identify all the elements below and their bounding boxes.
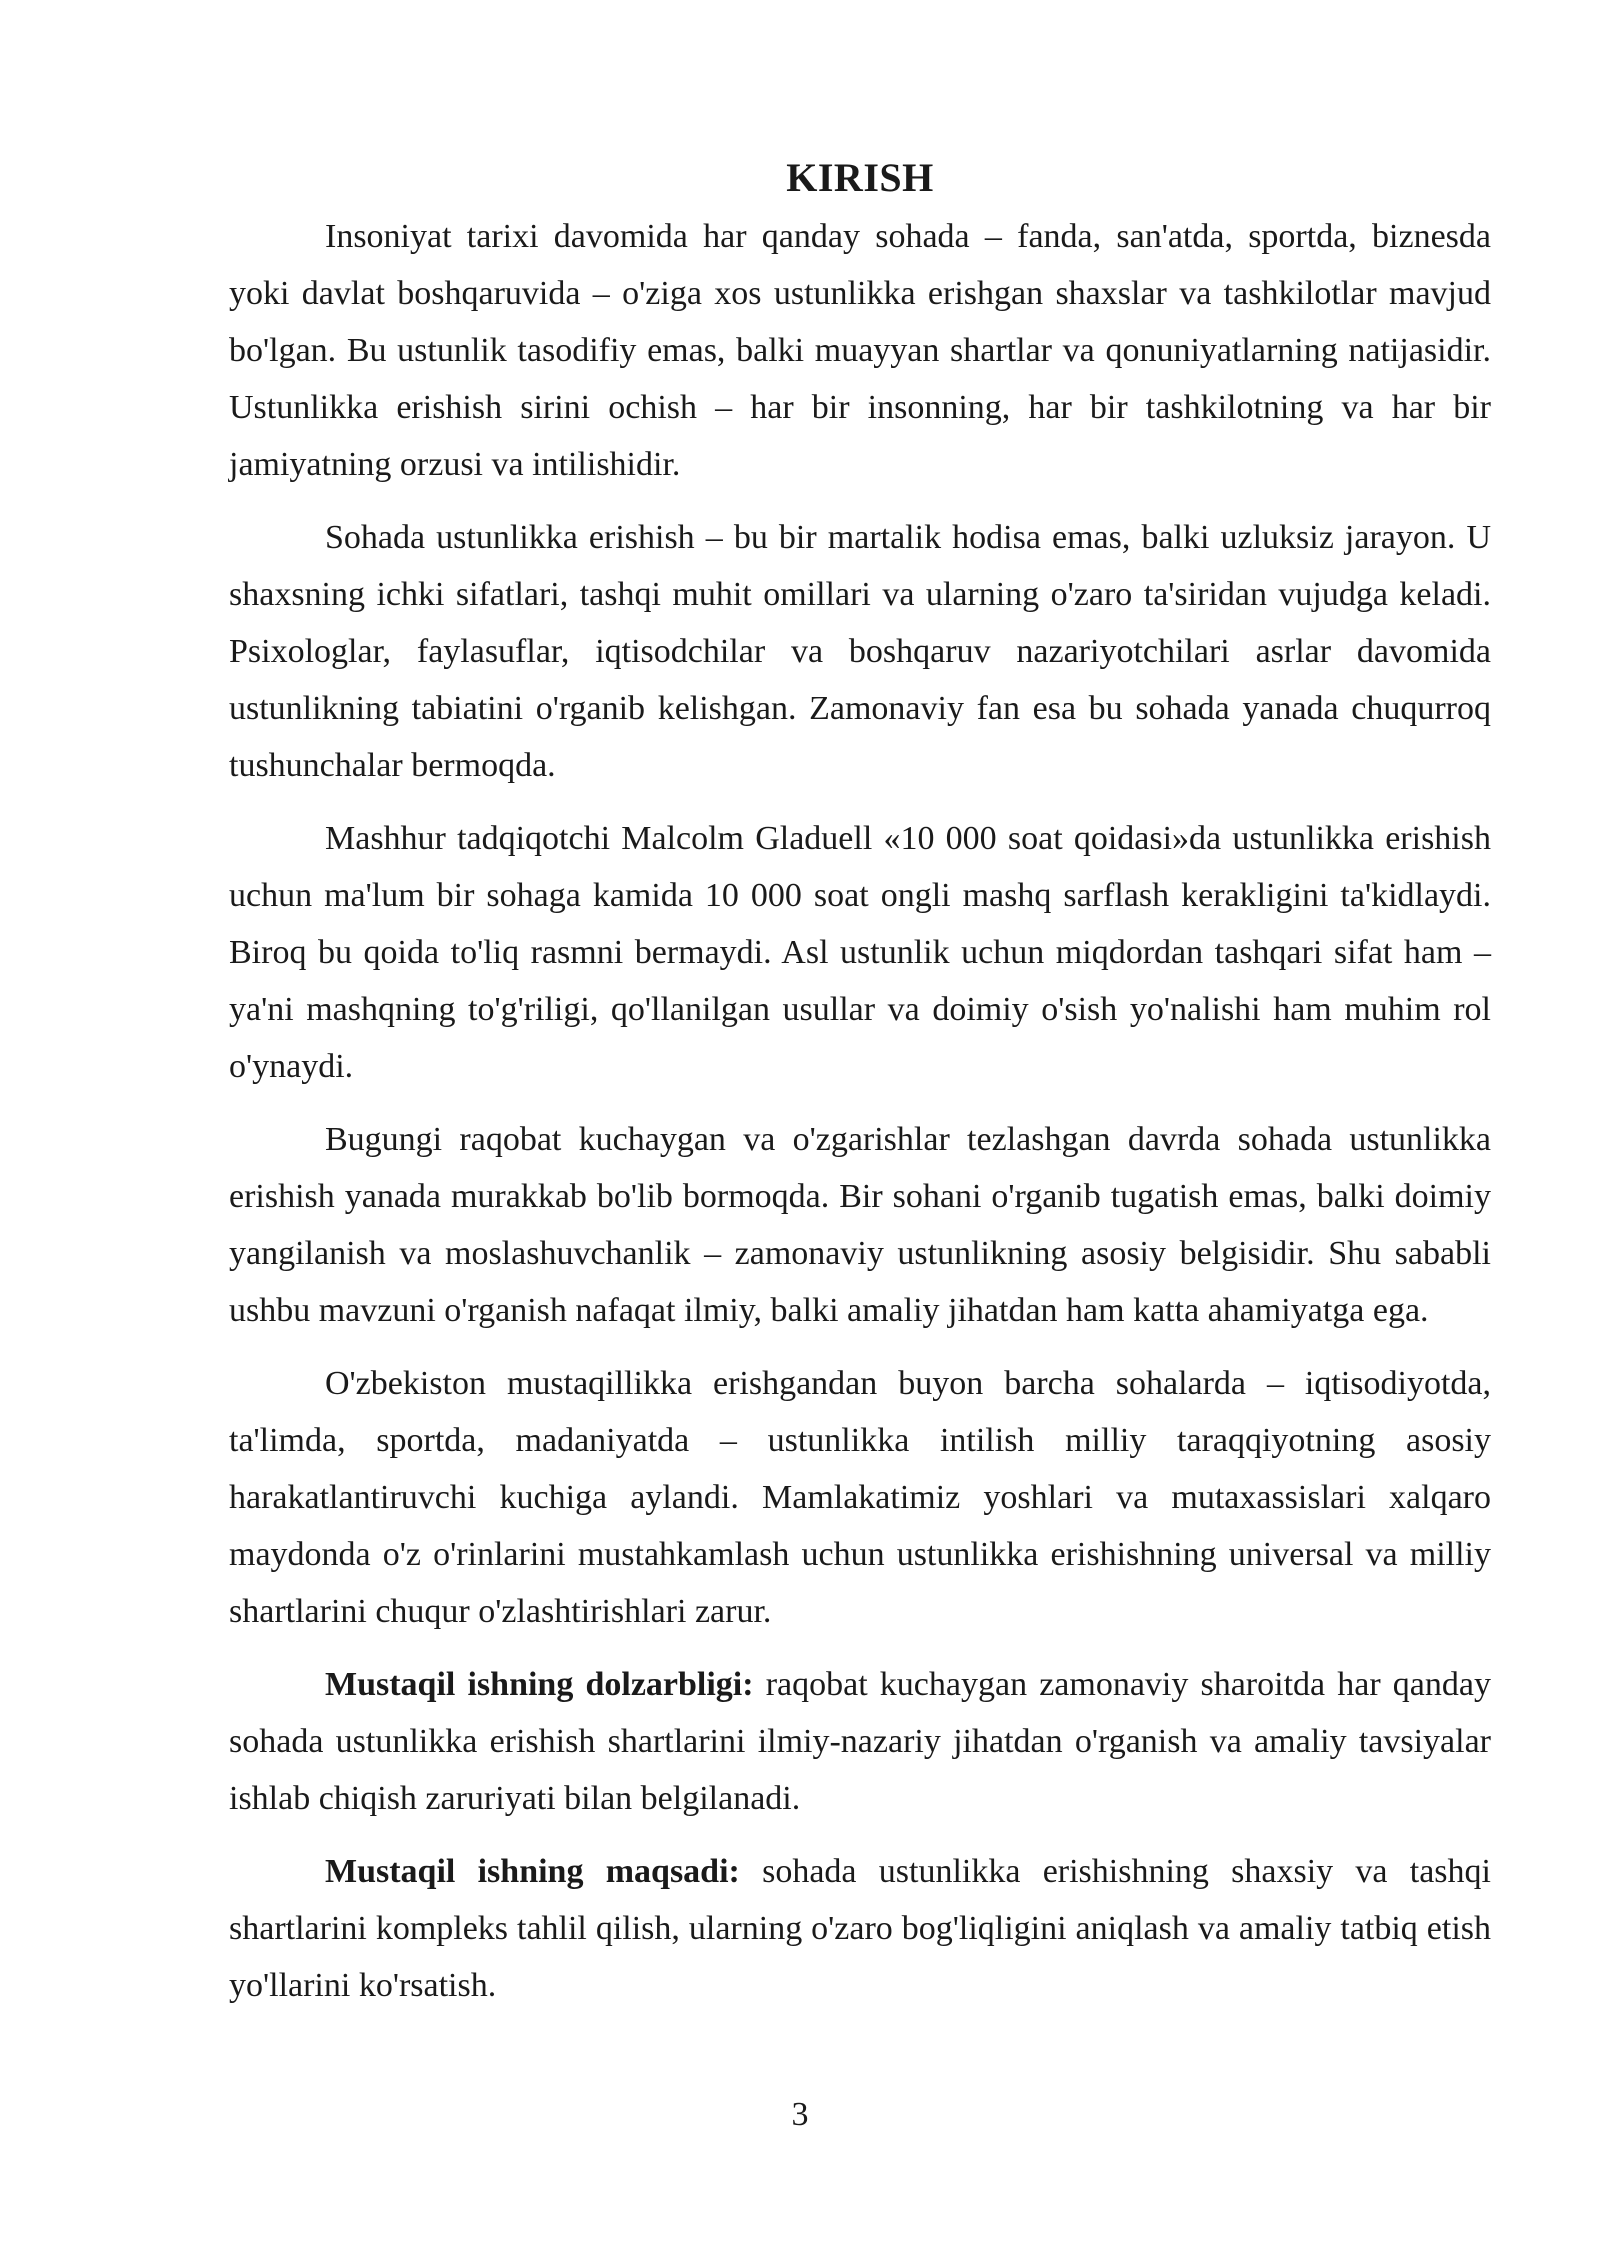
relevance-lead: Mustaqil ishning dolzarbligi:	[325, 1666, 754, 1703]
section-title: KIRISH	[786, 155, 934, 200]
goal-text: sohada ustunlikka erishishning shaxsiy va tashqi shartlarini kompleks tahlil qilish, ularning o'zaro bog'liqligini aniqlash va amaliy tatbiq etish yo'llarini ko'rsatish.	[229, 1853, 1491, 2004]
paragraph-1: Insoniyat tarixi davomida har qanday sohada – fanda, san'atda, sportda, biznesda yoki davlat boshqaruvida – o'ziga xos ustunlikka erishgan shaxslar va tashkilotlar mavjud bo'lgan. Bu ustunlik tasodifiy emas, balki muayyan shartlar va qonuniyatlarning natijasidir. Ustunlikka erishish sirini ochish – har bir insonning, har bir tashkilotning va har bir jamiyatning orzusi va intilishidir.	[229, 218, 1491, 483]
paragraph-relevance	[229, 1656, 1491, 1827]
page-number: 3	[791, 2096, 809, 2133]
document-page	[229, 150, 1491, 2030]
paragraph-4: Bugungi raqobat kuchaygan va o'zgarishlar tezlashgan davrda sohada ustunlikka erishish yanada murakkab bo'lib bormoqda. Bir sohani o'rganib tugatish emas, balki doimiy yangilanish va moslashuvchanlik – zamonaviy ustunlikning asosiy belgisidir. Shu sababli ushbu mavzuni o'rganish nafaqat ilmiy, balki amaliy jihatdan ham katta ahamiyatga ega.	[229, 1121, 1491, 1329]
paragraph-2: Sohada ustunlikka erishish – bu bir martalik hodisa emas, balki uzluksiz jarayon. U shaxsning ichki sifatlari, tashqi muhit omillari va ularning o'zaro ta'siridan vujudga keladi. Psixologlar, faylasuflar, iqtisodchilar va boshqaruv nazariyotchilari asrlar davomida ustunlikning tabiatini o'rganib kelishgan. Zamonaviy fan esa bu sohada yanada chuqurroq tushunchalar bermoqda.	[229, 519, 1491, 784]
goal-lead: Mustaqil ishning maqsadi:	[325, 1853, 740, 1890]
paragraph-5: O'zbekiston mustaqillikka erishgandan buyon barcha sohalarda – iqtisodiyotda, ta'limda, sportda, madaniyatda – ustunlikka intilish milliy taraqqiyotning asosiy harakatlantiruvchi kuchiga aylandi. Mamlakatimiz yoshlari va mutaxassislari xalqaro maydonda o'z o'rinlarini mustahkamlash uchun ustunlikka erishishning universal va milliy shartlarini chuqur o'zlashtirishlari zarur.	[229, 1365, 1491, 1630]
relevance-text: raqobat kuchaygan zamonaviy sharoitda har qanday sohada ustunlikka erishish shartlarini ilmiy-nazariy jihatdan o'rganish va amaliy tavsiyalar ishlab chiqish zaruriyati bilan belgilanadi.	[229, 1666, 1491, 1817]
paragraph-goal	[229, 1843, 1491, 2014]
paragraph-3: Mashhur tadqiqotchi Malcolm Gladuell «10 000 soat qoidasi»da ustunlikka erishish uchun ma'lum bir sohaga kamida 10 000 soat ongli mashq sarflash kerakligini ta'kidlaydi. Biroq bu qoida to'liq rasmni bermaydi. Asl ustunlik uchun miqdordan tashqari sifat ham – ya'ni mashqning to'g'riligi, qo'llanilgan usullar va doimiy o'sish yo'nalishi ham muhim rol o'ynaydi.	[229, 820, 1491, 1085]
